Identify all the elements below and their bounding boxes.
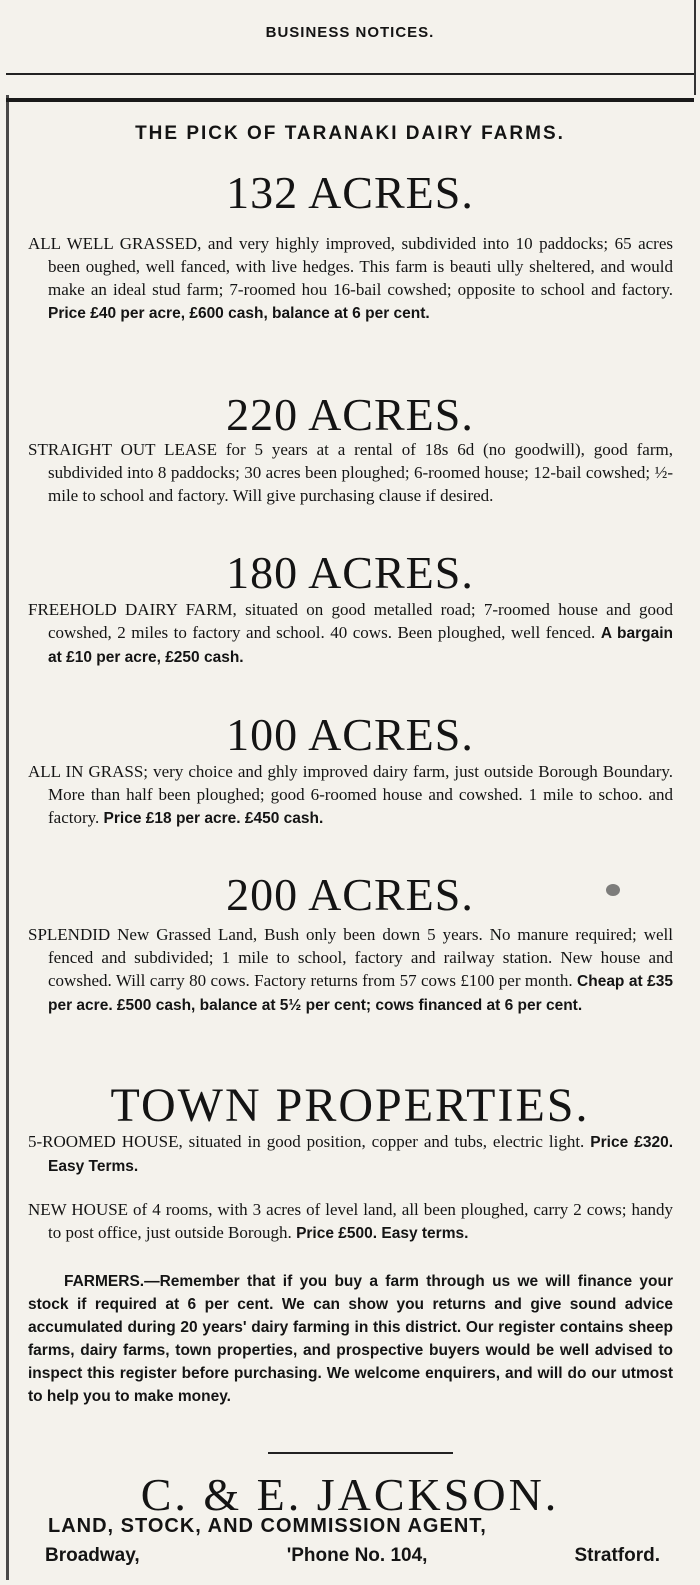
agent-name: C. & E. JACKSON. — [140, 1469, 560, 1520]
agent-phone: 'Phone No. 104, — [286, 1545, 428, 1566]
listing-132 — [28, 232, 673, 325]
listing-heading-180: 180 ACRES. — [226, 547, 474, 598]
listing-body: ALL WELL GRASSED, and very highly improved, subdivided into 10 paddocks; 65 acres been oughed, well fanced, with live hedges. This farm is beauti ully sheltered, and would make an ideal stud farm; 7-roomed hou 16-bail cowshed; opposite to school and factory. — [28, 234, 673, 299]
agent-title: LAND, STOCK, AND COMMISSION AGENT, — [48, 1515, 487, 1537]
advert-border-top — [6, 98, 694, 102]
listing-price: Price £500. Easy terms. — [296, 1225, 469, 1242]
listing-220 — [28, 438, 673, 507]
signature-divider — [268, 1452, 453, 1454]
header-rule — [6, 73, 694, 75]
listing-body: SPLENDID New Grassed Land, Bush only been down 5 years. No manure required; well fenced and subdivided; 1 mile to school, factory and railway station. New house and cowshed. Will carry 80 cows. Factory returns from 57 cows £100 per month. — [28, 925, 673, 990]
listing-body: ALL IN GRASS; very choice and ghly improved dairy farm, just outside Borough Boundary. More than half been ploughed; good 6-roomed house and cowshed. 1 mile to schoo. and factory. — [28, 762, 673, 827]
listing-price: Price £320. Easy Terms. — [48, 1134, 674, 1175]
town-properties-heading: TOWN PROPERTIES. — [110, 1079, 590, 1132]
listing-body: 5-ROOMED HOUSE, situated in good position, copper and tubs, electric light. — [28, 1132, 585, 1151]
listing-price: Price £18 per acre. £450 cash. — [103, 810, 324, 827]
listing-body: FREEHOLD DAIRY FARM, situated on good metalled road; 7-roomed house and good cowshed, 2 miles to factory and school. 40 cows. Been ploughed, well fenced. — [28, 600, 673, 642]
section-header: BUSINESS NOTICES. — [265, 24, 435, 41]
column-rule-right — [694, 0, 696, 95]
listing-heading-220: 220 ACRES. — [226, 389, 474, 440]
listing-body: STRAIGHT OUT LEASE for 5 years at a rental of 18s 6d (no goodwill), good farm, subdivided into 8 paddocks; 30 acres been ploughed; 6-roomed house; 12-bail cowshed; ½-mile to school and factory. Will give purchasing clause if desired. — [28, 440, 673, 505]
listing-price: A bargain at £10 per acre, £250 cash. — [48, 625, 674, 666]
listing-100 — [28, 760, 673, 830]
agent-contact-line — [45, 1545, 660, 1567]
town-item-new-house — [28, 1198, 673, 1245]
listing-body: NEW HOUSE of 4 rooms, with 3 acres of level land, all been ploughed, carry 2 cows; handy to post office, just outside Borough. — [28, 1200, 673, 1242]
listing-heading-100: 100 ACRES. — [226, 709, 474, 760]
print-blemish — [606, 884, 620, 896]
town-item-house-5-rooms — [28, 1130, 673, 1178]
listing-180 — [28, 598, 673, 669]
column-rule-left — [6, 95, 9, 1580]
agent-town: Stratford. — [574, 1545, 660, 1566]
listing-heading-132: 132 ACRES. — [226, 167, 474, 218]
listing-price: Price £40 per acre, £600 cash, balance at 6 per cent. — [48, 305, 430, 322]
agent-street: Broadway, — [45, 1545, 140, 1566]
listing-price: Cheap at £35 per acre. £500 cash, balance at 5½ per cent; cows financed at 6 per cent. — [48, 973, 673, 1014]
listing-200 — [28, 923, 673, 1017]
advert-title: THE PICK OF TARANAKI DAIRY FARMS. — [135, 123, 565, 144]
listing-heading-200: 200 ACRES. — [226, 869, 474, 920]
farmers-notice: FARMERS.—Remember that if you buy a farm through us we will finance your stock if required at 6 per cent. We can show you returns and give sound advice accumulated during 20 years' dairy farming in this district. Our register contains sheep farms, dairy farms, town properties, and prospective buyers would be well advised to inspect this register before purchasing. We welcome enquirers, and will do our utmost to help you to make money. — [28, 1273, 673, 1405]
